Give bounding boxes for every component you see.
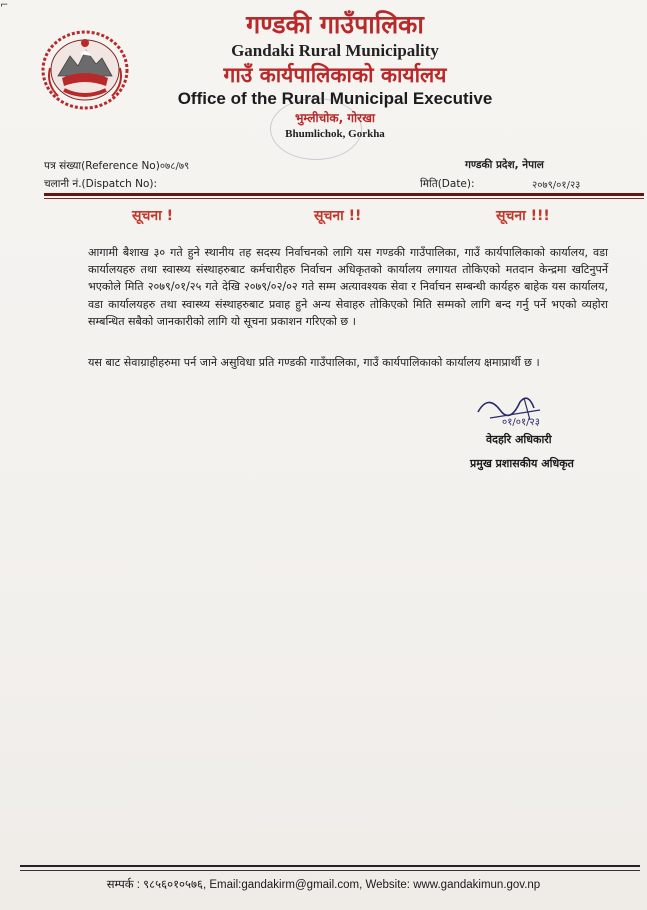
signature-date: ०१/०१/२३ bbox=[502, 417, 540, 428]
footer-contact: सम्पर्क : ९८५६०१०५७६, Email:gandakirm@gmail.com, Website: www.gandakimun.gov.np bbox=[106, 879, 541, 891]
reference-label: पत्र संख्या(Reference No) bbox=[44, 160, 160, 172]
reference-value: ०७८/७९ bbox=[159, 161, 190, 172]
corner-mark: ⌐ bbox=[0, 0, 9, 11]
header-divider bbox=[44, 193, 644, 196]
dispatch-label: चलानी नं.(Dispatch No): bbox=[44, 178, 158, 190]
office-name-nepali: गाउँ कार्यपालिकाको कार्यालय bbox=[223, 63, 447, 87]
notice-paragraph-1: आगामी बैशाख ३० गते हुने स्थानीय तह सदस्य निर्वाचनको लागि यस गण्डकी गाउँपालिका, गाउँ कार्यपालिकाको कार्यालय, वडा कार्यालयहरु तथा स्वास्थ्य संस्थाहरुबाट कर्मचारीहरु निर्वाचन अधिकृतको कार्यालय लगायत तोकिएको मतदान केन्द्रमा खटिनुपर्ने भएकोले मिति २०७९/०१/२५ गते देखि २०७९/०२/०२ गते सम्म अत्यावश्यक सेवा र निर्वाचन सम्बन्धी कार्यहरु बाहेक यस कार्यालय, वडा कार्यालयहरु तथा स्वास्थ्य संस्थाहरुबाट प्रवाह हुने अन्य सेवाहरु तोकिएको मिति सम्मको लागि बन्द गर्नु पर्ने भएको व्यहोरा सम्बन्धित सबैको जानकारीको लागि यो सूचना प्रकाशन गरिएको छ । bbox=[88, 246, 608, 328]
reference-line bbox=[44, 158, 189, 173]
location-nepali: भुम्लीचोक, गोरखा bbox=[294, 111, 376, 125]
signatory-name: वेदहरि अधिकारी bbox=[486, 433, 552, 446]
location-english: Bhumlichok, Gorkha bbox=[285, 128, 385, 140]
notice-heading-2: सूचना !! bbox=[314, 208, 362, 224]
footer-divider bbox=[20, 865, 640, 867]
date-label: मिति(Date): bbox=[420, 178, 475, 190]
notice-paragraph-2: यस बाट सेवाग्राहीहरुमा पर्न जाने असुविधा प्रति गण्डकी गाउँपालिका, गाउँ कार्यपालिकाको कार्यालय क्षमाप्रार्थी छ । bbox=[88, 356, 540, 369]
footer-divider-thin bbox=[20, 870, 640, 871]
signatory-title: प्रमुख प्रशासकीय अधिकृत bbox=[470, 457, 574, 470]
province-label: गण्डकी प्रदेश, नेपाल bbox=[465, 159, 544, 171]
nepal-emblem-icon bbox=[40, 28, 130, 110]
date-value: २०७९/०१/२३ bbox=[532, 180, 581, 191]
office-stamp-icon bbox=[270, 98, 362, 160]
office-name-english: Office of the Rural Municipal Executive bbox=[177, 89, 493, 108]
header-divider-thin bbox=[44, 198, 644, 199]
notice-heading-3: सूचना !!! bbox=[496, 208, 550, 224]
notice-heading-1: सूचना ! bbox=[132, 208, 174, 224]
municipality-name-english: Gandaki Rural Municipality bbox=[231, 41, 439, 60]
municipality-name-nepali: गण्डकी गाउँपालिका bbox=[246, 10, 424, 39]
